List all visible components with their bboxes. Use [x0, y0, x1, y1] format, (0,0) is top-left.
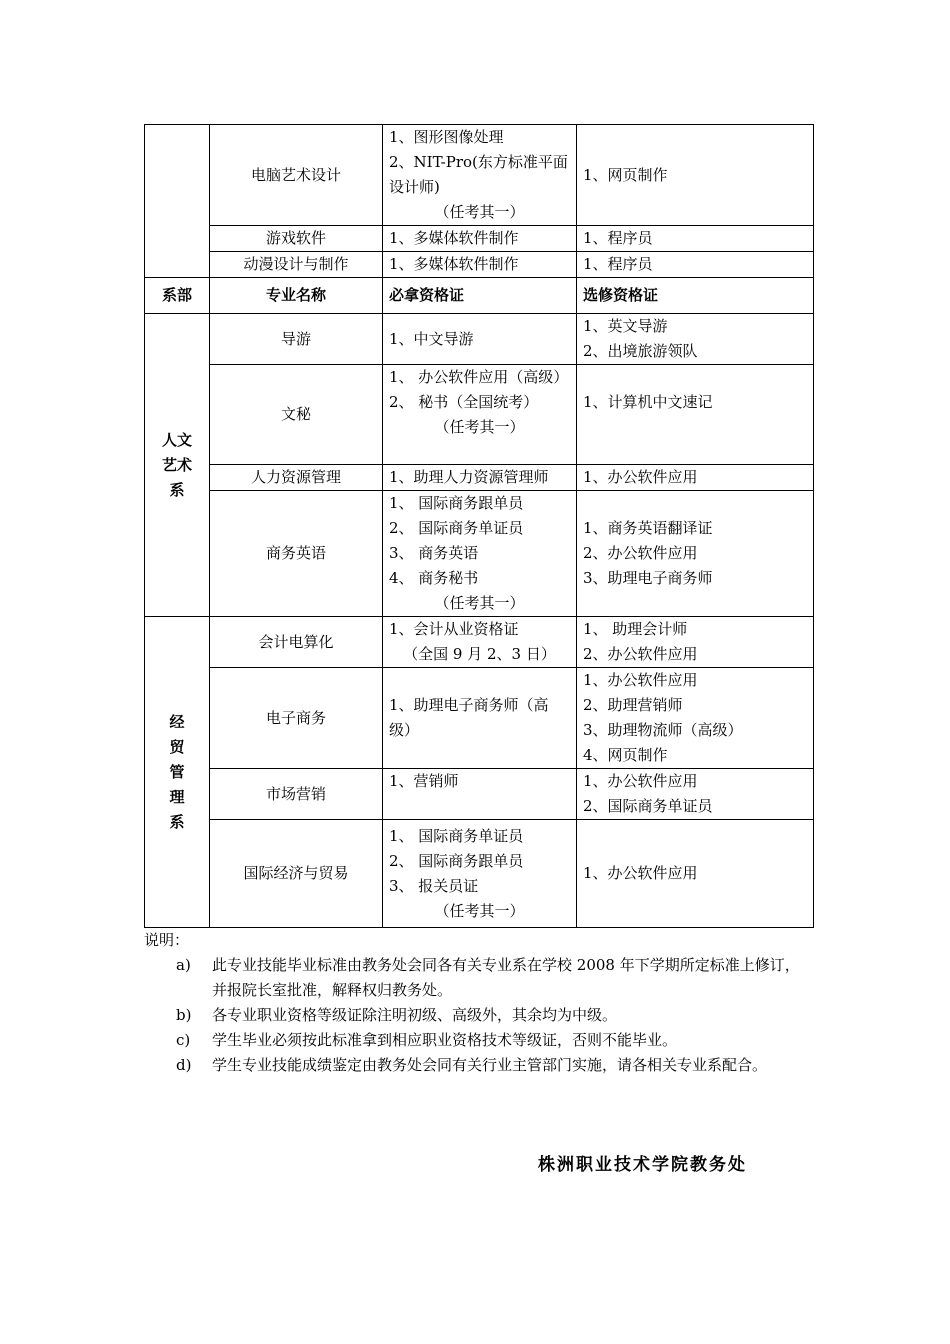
cert-line: 2、国际商务单证员 — [583, 797, 713, 815]
dept-cell-empty — [145, 125, 210, 278]
cert-line: 3、助理物流师（高级） — [583, 721, 743, 739]
optional-cert-cell — [577, 465, 814, 491]
table-row — [145, 125, 814, 226]
cert-line: 2、 秘书（全国统考） — [389, 393, 539, 411]
cert-line: 1、办公软件应用 — [583, 864, 698, 882]
cert-line: 1、网页制作 — [583, 165, 668, 184]
required-cert-cell — [383, 491, 577, 617]
cert-line: （任考其一） — [434, 203, 525, 221]
dept-name-line: 经 — [169, 712, 185, 731]
required-cert-cell — [383, 668, 577, 769]
cert-line: 3、 报关员证 — [389, 876, 479, 895]
signature: 株洲职业技术学院教务处 — [538, 1155, 747, 1175]
major-name: 电子商务 — [210, 668, 383, 769]
cert-line: 3、 商务英语 — [389, 544, 479, 562]
major-name: 动漫设计与制作 — [210, 252, 383, 278]
table-row — [145, 465, 814, 491]
required-cert-cell — [383, 226, 577, 252]
cert-line: 1、助理人力资源管理师 — [389, 468, 549, 486]
note-text: 各专业职业资格等级证除注明初级、高级外，其余均为中级。 — [212, 1006, 618, 1024]
table-header-row — [145, 278, 814, 314]
cert-line: （任考其一） — [434, 418, 525, 436]
optional-cert-cell — [577, 769, 814, 820]
required-cert-cell — [383, 769, 577, 820]
table-row — [145, 365, 814, 465]
certificate-table — [144, 124, 814, 928]
cert-line: （任考其一） — [434, 901, 525, 920]
major-name: 商务英语 — [210, 491, 383, 617]
note-text: 学生专业技能成绩鉴定由教务处会同有关行业主管部门实施，请各相关专业系配合。 — [212, 1056, 768, 1074]
dept-name-line: 系 — [169, 480, 185, 499]
table-row — [145, 668, 814, 769]
dept-name-line: 艺术 — [161, 455, 192, 474]
dept-name-line: 管 — [169, 762, 185, 781]
cert-line: 1、 助理会计师 — [583, 620, 688, 638]
cert-line: 1、 国际商务单证员 — [389, 826, 524, 845]
dept-humanities — [145, 314, 210, 617]
notes-title: 说明： — [144, 931, 190, 949]
cert-line: 1、营销师 — [389, 772, 459, 790]
major-name: 国际经济与贸易 — [210, 820, 383, 928]
note-label: a) — [176, 956, 191, 974]
cert-line: 1、商务英语翻译证 — [583, 519, 713, 537]
note-item — [176, 1028, 814, 1053]
required-cert-cell — [383, 465, 577, 491]
required-cert-cell — [383, 314, 577, 365]
cert-line: 2、NIT-Pro(东方标准平面设计师) — [389, 153, 568, 196]
major-name: 电脑艺术设计 — [210, 125, 383, 226]
required-cert-cell — [383, 252, 577, 278]
required-cert-cell — [383, 820, 577, 928]
cert-line: （全国 9 月 2、3 日） — [403, 645, 556, 663]
cert-line: 1、 国际商务跟单员 — [389, 494, 524, 512]
note-label: c) — [176, 1031, 191, 1049]
dept-name-line: 系 — [169, 812, 185, 831]
cert-line: 1、中文导游 — [389, 329, 474, 348]
table-row — [145, 491, 814, 617]
cert-line: 1、办公软件应用 — [583, 772, 698, 790]
header-major: 专业名称 — [210, 278, 383, 314]
note-item — [176, 1003, 814, 1028]
cert-line: 1、办公软件应用 — [583, 468, 698, 486]
dept-name-line: 人文 — [161, 430, 192, 449]
optional-cert-cell — [577, 820, 814, 928]
table-row — [145, 314, 814, 365]
note-label: d) — [176, 1056, 192, 1074]
table-row — [145, 769, 814, 820]
cert-line: 2、办公软件应用 — [583, 645, 698, 663]
optional-cert-cell — [577, 668, 814, 769]
required-cert-cell — [383, 617, 577, 668]
major-name: 游戏软件 — [210, 226, 383, 252]
note-item — [176, 953, 814, 1003]
major-name: 导游 — [210, 314, 383, 365]
major-name: 人力资源管理 — [210, 465, 383, 491]
cert-line: 1、英文导游 — [583, 317, 668, 335]
cert-line: 1、程序员 — [583, 255, 653, 273]
dept-name-line: 贸 — [169, 737, 185, 756]
table-row — [145, 820, 814, 928]
cert-line: 2、 国际商务跟单员 — [389, 851, 524, 870]
optional-cert-cell — [577, 252, 814, 278]
note-text: 此专业技能毕业标准由教务处会同各有关专业系在学校 2008 年下学期所定标准上修订，并报院长室批准，解释权归教务处。 — [212, 956, 800, 999]
cert-line: 1、计算机中文速记 — [583, 393, 713, 411]
table-row — [145, 226, 814, 252]
dept-trade — [145, 617, 210, 928]
cert-line: 1、会计从业资格证 — [389, 620, 519, 638]
major-name: 会计电算化 — [210, 617, 383, 668]
cert-line: （任考其一） — [434, 594, 525, 612]
cert-line: 1、多媒体软件制作 — [389, 229, 519, 247]
header-dept: 系部 — [145, 278, 210, 314]
cert-line: 2、出境旅游领队 — [583, 342, 698, 360]
note-item — [176, 1053, 814, 1078]
table-row — [145, 252, 814, 278]
major-name: 文秘 — [210, 365, 383, 465]
cert-line: 1、图形图像处理 — [389, 128, 504, 146]
note-text: 学生毕业必须按此标准拿到相应职业资格技术等级证，否则不能毕业。 — [212, 1031, 678, 1049]
required-cert-cell — [383, 365, 577, 465]
header-optional: 选修资格证 — [577, 278, 814, 314]
table-row — [145, 617, 814, 668]
cert-line: 2、助理营销师 — [583, 696, 683, 714]
note-label: b) — [176, 1006, 192, 1024]
dept-name-line: 理 — [169, 787, 185, 806]
header-required: 必拿资格证 — [383, 278, 577, 314]
cert-line: 1、办公软件应用 — [583, 671, 698, 689]
optional-cert-cell — [577, 314, 814, 365]
cert-line: 2、 国际商务单证员 — [389, 519, 524, 537]
optional-cert-cell — [577, 226, 814, 252]
optional-cert-cell — [577, 617, 814, 668]
cert-line: 1、多媒体软件制作 — [389, 255, 519, 273]
optional-cert-cell — [577, 125, 814, 226]
cert-line: 1、 办公软件应用（高级） — [389, 368, 569, 386]
cert-line: 1、程序员 — [583, 229, 653, 247]
major-name: 市场营销 — [210, 769, 383, 820]
cert-line: 1、助理电子商务师（高级） — [389, 696, 549, 739]
required-cert-cell — [383, 125, 577, 226]
optional-cert-cell — [577, 365, 814, 465]
optional-cert-cell — [577, 491, 814, 617]
cert-line: 4、网页制作 — [583, 746, 668, 764]
cert-line: 2、办公软件应用 — [583, 544, 698, 562]
cert-line: 3、助理电子商务师 — [583, 569, 713, 587]
notes-section — [144, 928, 814, 1078]
cert-line: 4、 商务秘书 — [389, 569, 479, 587]
